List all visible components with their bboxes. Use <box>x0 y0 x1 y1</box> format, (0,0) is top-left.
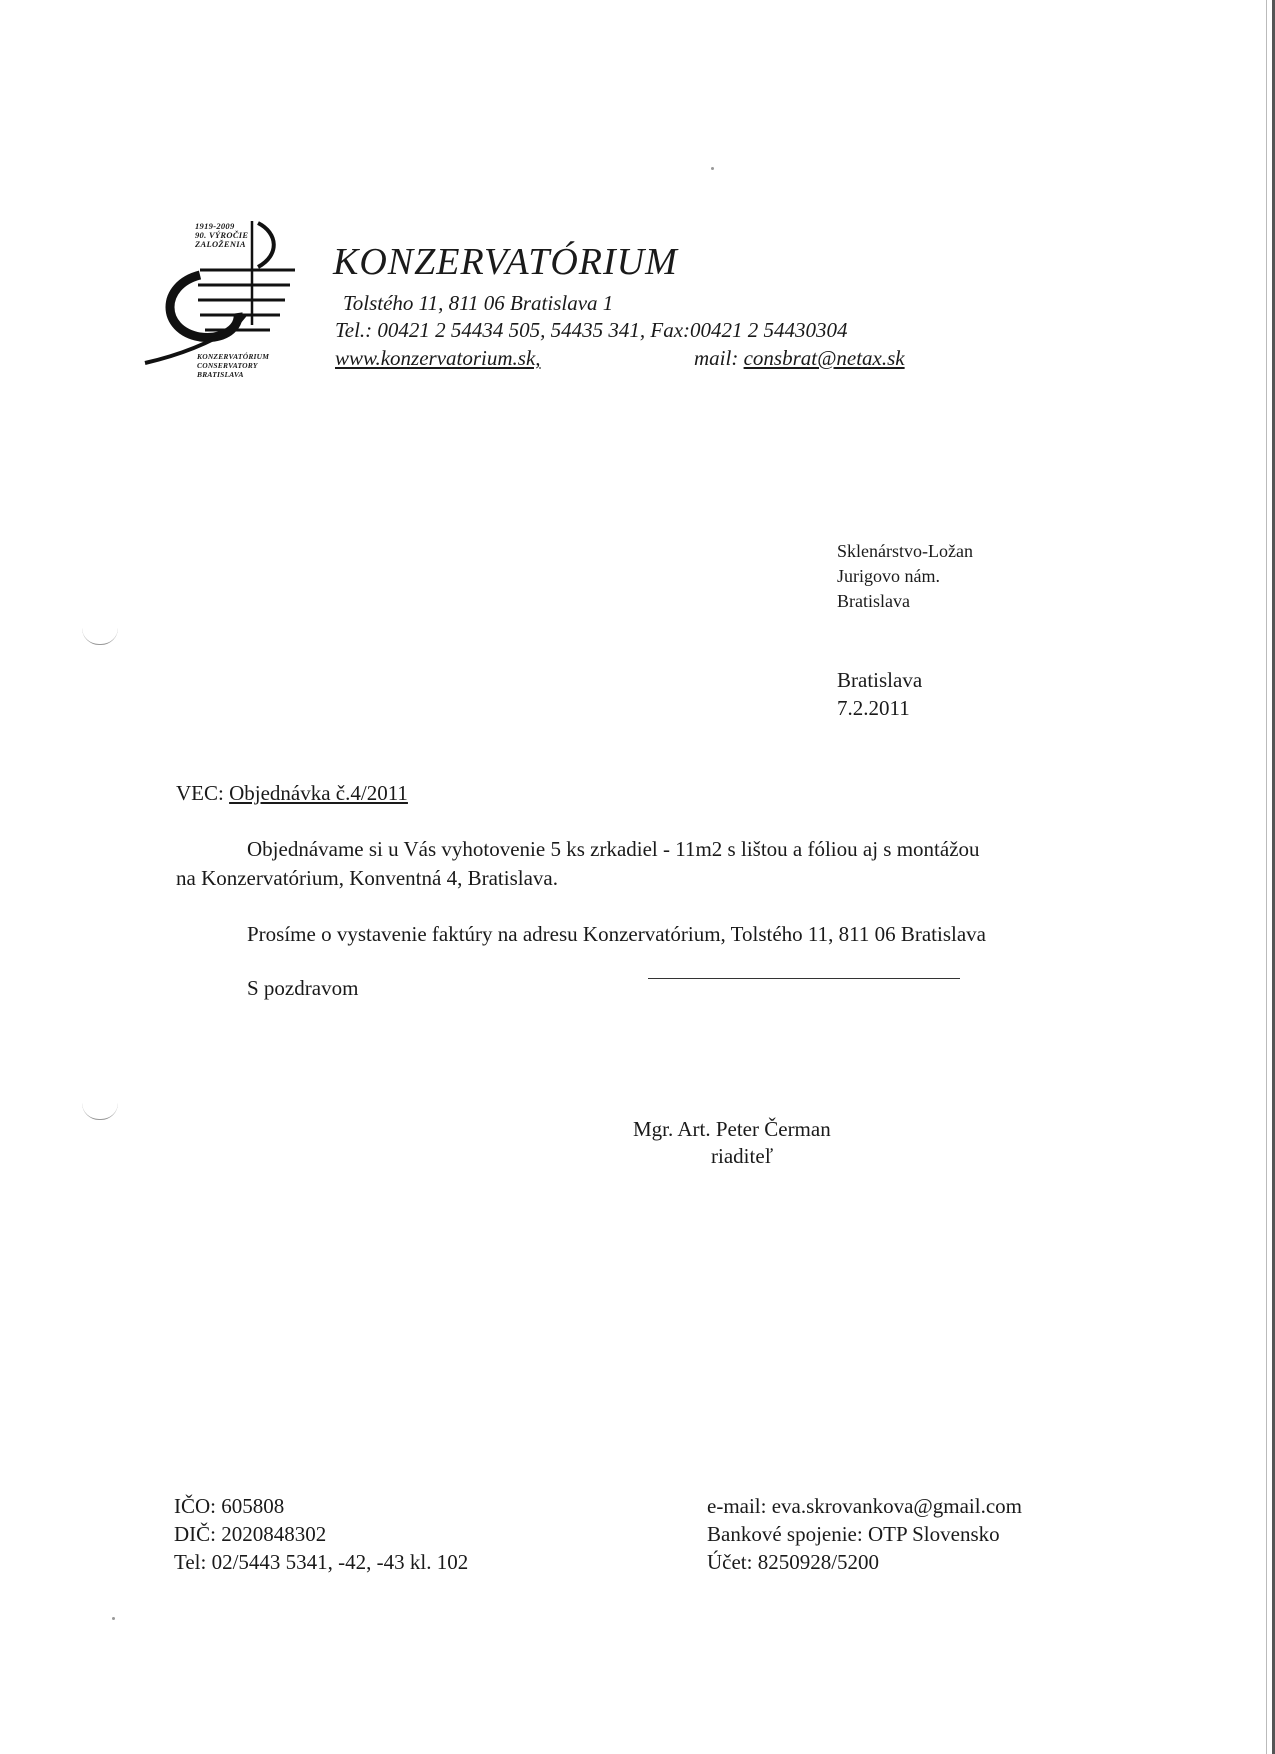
body-paragraph1-line1: Objednávame si u Vás vyhotovenie 5 ks zrkadiel - 11m2 s lištou a fóliou aj s montážou <box>247 837 980 861</box>
signatory-title: riaditeľ <box>711 1144 774 1168</box>
body-paragraph2: Prosíme o vystavenie faktúry na adresu Konzervatórium, Tolstého 11, 811 06 Bratislava <box>247 922 986 946</box>
scan-speck <box>112 1617 115 1620</box>
recipient-line3: Bratislava <box>837 591 910 611</box>
mail-label: mail: <box>694 346 739 370</box>
org-name: KONZERVATÓRIUM <box>333 241 678 283</box>
logo-caption-line3: BRATISLAVA <box>197 370 244 379</box>
place-date <box>837 666 922 722</box>
recipient-address <box>837 539 973 614</box>
footer-left <box>174 1492 468 1576</box>
letter-place: Bratislava <box>837 668 923 692</box>
logo-years: 1919-2009 <box>195 221 235 231</box>
footer-tel: Tel: 02/5443 5341, -42, -43 kl. 102 <box>174 1550 469 1574</box>
letter-date: 7.2.2011 <box>837 696 910 720</box>
punch-hole-mark <box>82 1103 118 1120</box>
org-email-link[interactable]: consbrat@netax.sk <box>743 346 905 370</box>
footer-right <box>707 1492 1022 1576</box>
subject-line <box>176 780 408 807</box>
org-address: Tolstého 11, 811 06 Bratislava 1 <box>343 291 614 315</box>
logo-caption <box>197 352 269 379</box>
footer-dic: DIČ: 2020848302 <box>174 1522 327 1546</box>
scan-speck <box>711 167 714 170</box>
footer-account: Účet: 8250928/5200 <box>707 1550 880 1574</box>
logo-anniversary-text <box>195 222 248 249</box>
recipient-line1: Sklenárstvo-Ložan <box>837 541 973 561</box>
subject-label: VEC: <box>176 781 224 805</box>
logo-anniversary-line1: 90. VÝROČIE <box>195 230 249 240</box>
punch-hole-mark <box>82 628 118 645</box>
scan-edge-inner <box>1266 0 1267 1754</box>
org-phones: Tel.: 00421 2 54434 505, 54435 341, Fax:00421 2 54430304 <box>335 318 848 342</box>
logo-caption-line1: KONZERVATÓRIUM <box>197 352 270 361</box>
org-mail <box>694 345 905 371</box>
logo-anniversary-line2: ZALOŽENIA <box>195 239 246 249</box>
body-paragraph1-line2: na Konzervatórium, Konventná 4, Bratislava. <box>176 866 558 890</box>
footer-bank: Bankové spojenie: OTP Slovensko <box>707 1522 1000 1546</box>
subject-text: Objednávka č.4/2011 <box>229 781 408 805</box>
footer-email: e-mail: eva.skrovankova@gmail.com <box>707 1494 1022 1518</box>
signatory-name: Mgr. Art. Peter Čerman <box>633 1117 831 1141</box>
org-website-link[interactable]: www.konzervatorium.sk, <box>335 346 541 370</box>
logo-caption-line2: CONSERVATORY <box>197 361 258 370</box>
footer-ico: IČO: 605808 <box>174 1494 285 1518</box>
signature-line <box>648 978 960 979</box>
recipient-line2: Jurigovo nám. <box>837 566 940 586</box>
closing: S pozdravom <box>247 976 359 1000</box>
